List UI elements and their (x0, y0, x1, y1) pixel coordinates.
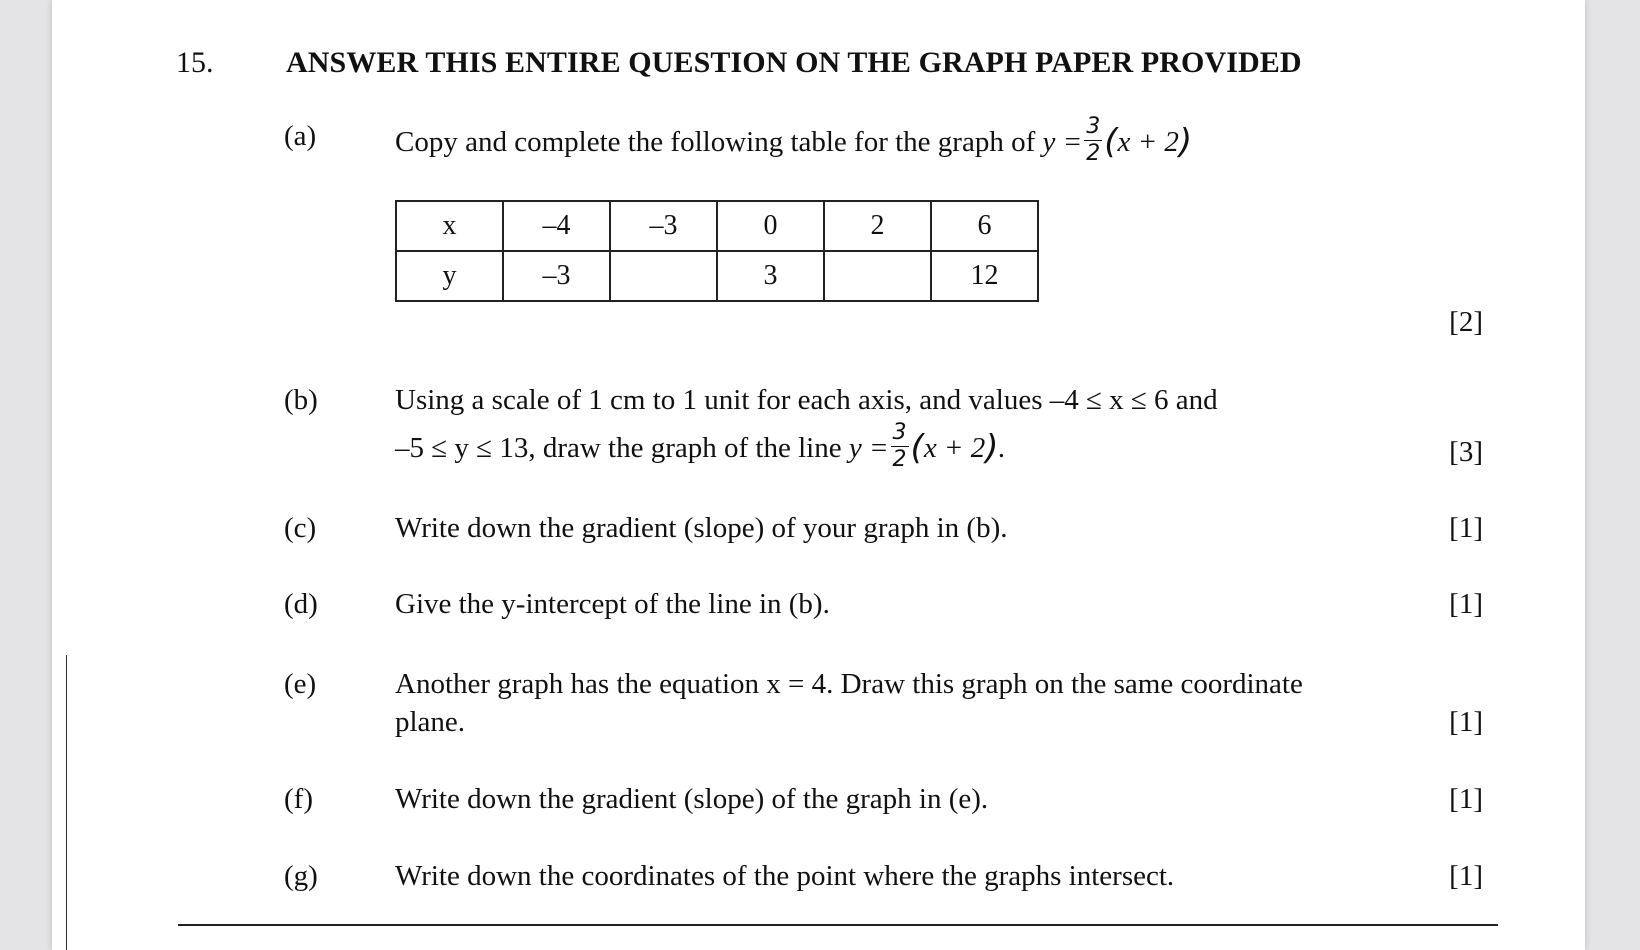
table-cell: y (396, 251, 503, 301)
part-b-marks: [3] (1449, 436, 1483, 468)
part-f-marks: [1] (1449, 783, 1483, 815)
margin-line (66, 655, 67, 950)
table-cell: –4 (503, 201, 610, 251)
part-e-line1: Another graph has the equation x = 4. Draw this graph on the same coordinate (395, 668, 1303, 700)
part-a-equation: y = $\frac{3}{2}$ (x + 2) (1042, 114, 1193, 166)
part-e-line2: plane. (395, 706, 466, 738)
part-a-instruction: Copy and complete the following table for the graph of (395, 126, 1036, 159)
part-g-text: Write down the coordinates of the point where the graphs intersect. (395, 860, 1175, 892)
part-e-marks: [1] (1449, 706, 1483, 738)
part-a-marks: [2] (1449, 306, 1483, 338)
part-c-text: Write down the gradient (slope) of your graph in (b). (395, 512, 1008, 544)
table-cell (610, 251, 717, 301)
part-d-label: (d) (284, 588, 318, 620)
table-row-x (396, 201, 1038, 251)
part-b-label: (b) (284, 384, 318, 416)
fraction: $\frac{3}{2}$ (1086, 114, 1101, 166)
table-cell: –3 (610, 201, 717, 251)
table-row-y (396, 251, 1038, 301)
part-b-equation: y = $\frac{3}{2}$ (x + 2). (848, 420, 1006, 472)
values-table (395, 200, 1039, 302)
table-cell: 6 (931, 201, 1038, 251)
part-e-label: (e) (284, 668, 317, 700)
table-cell: 3 (717, 251, 824, 301)
exam-page (52, 0, 1585, 950)
part-d-text: Give the y-intercept of the line in (b). (395, 588, 830, 620)
table-cell: x (396, 201, 503, 251)
part-c-marks: [1] (1449, 512, 1483, 544)
part-b-line2: –5 ≤ y ≤ 13, draw the graph of the line y = $\frac{3}{2}$ (x + 2). (395, 420, 1006, 472)
question-heading: ANSWER THIS ENTIRE QUESTION ON THE GRAPH PAPER PROVIDED (286, 46, 1302, 79)
table-cell: –3 (503, 251, 610, 301)
part-a-label: (a) (284, 120, 317, 152)
divider-rule (178, 924, 1498, 926)
part-g-label: (g) (284, 860, 318, 892)
fraction: $\frac{3}{2}$ (892, 420, 907, 472)
question-number: 15. (176, 46, 214, 79)
part-c-label: (c) (284, 512, 317, 544)
part-f-text: Write down the gradient (slope) of the graph in (e). (395, 783, 989, 815)
table-cell: 0 (717, 201, 824, 251)
table-cell: 12 (931, 251, 1038, 301)
table-cell: 2 (824, 201, 931, 251)
table-cell (824, 251, 931, 301)
part-d-marks: [1] (1449, 588, 1483, 620)
part-g-marks: [1] (1449, 860, 1483, 892)
part-f-label: (f) (284, 783, 313, 815)
part-a-text (395, 114, 1193, 169)
part-b-line1: Using a scale of 1 cm to 1 unit for each axis, and values –4 ≤ x ≤ 6 and (395, 384, 1218, 416)
